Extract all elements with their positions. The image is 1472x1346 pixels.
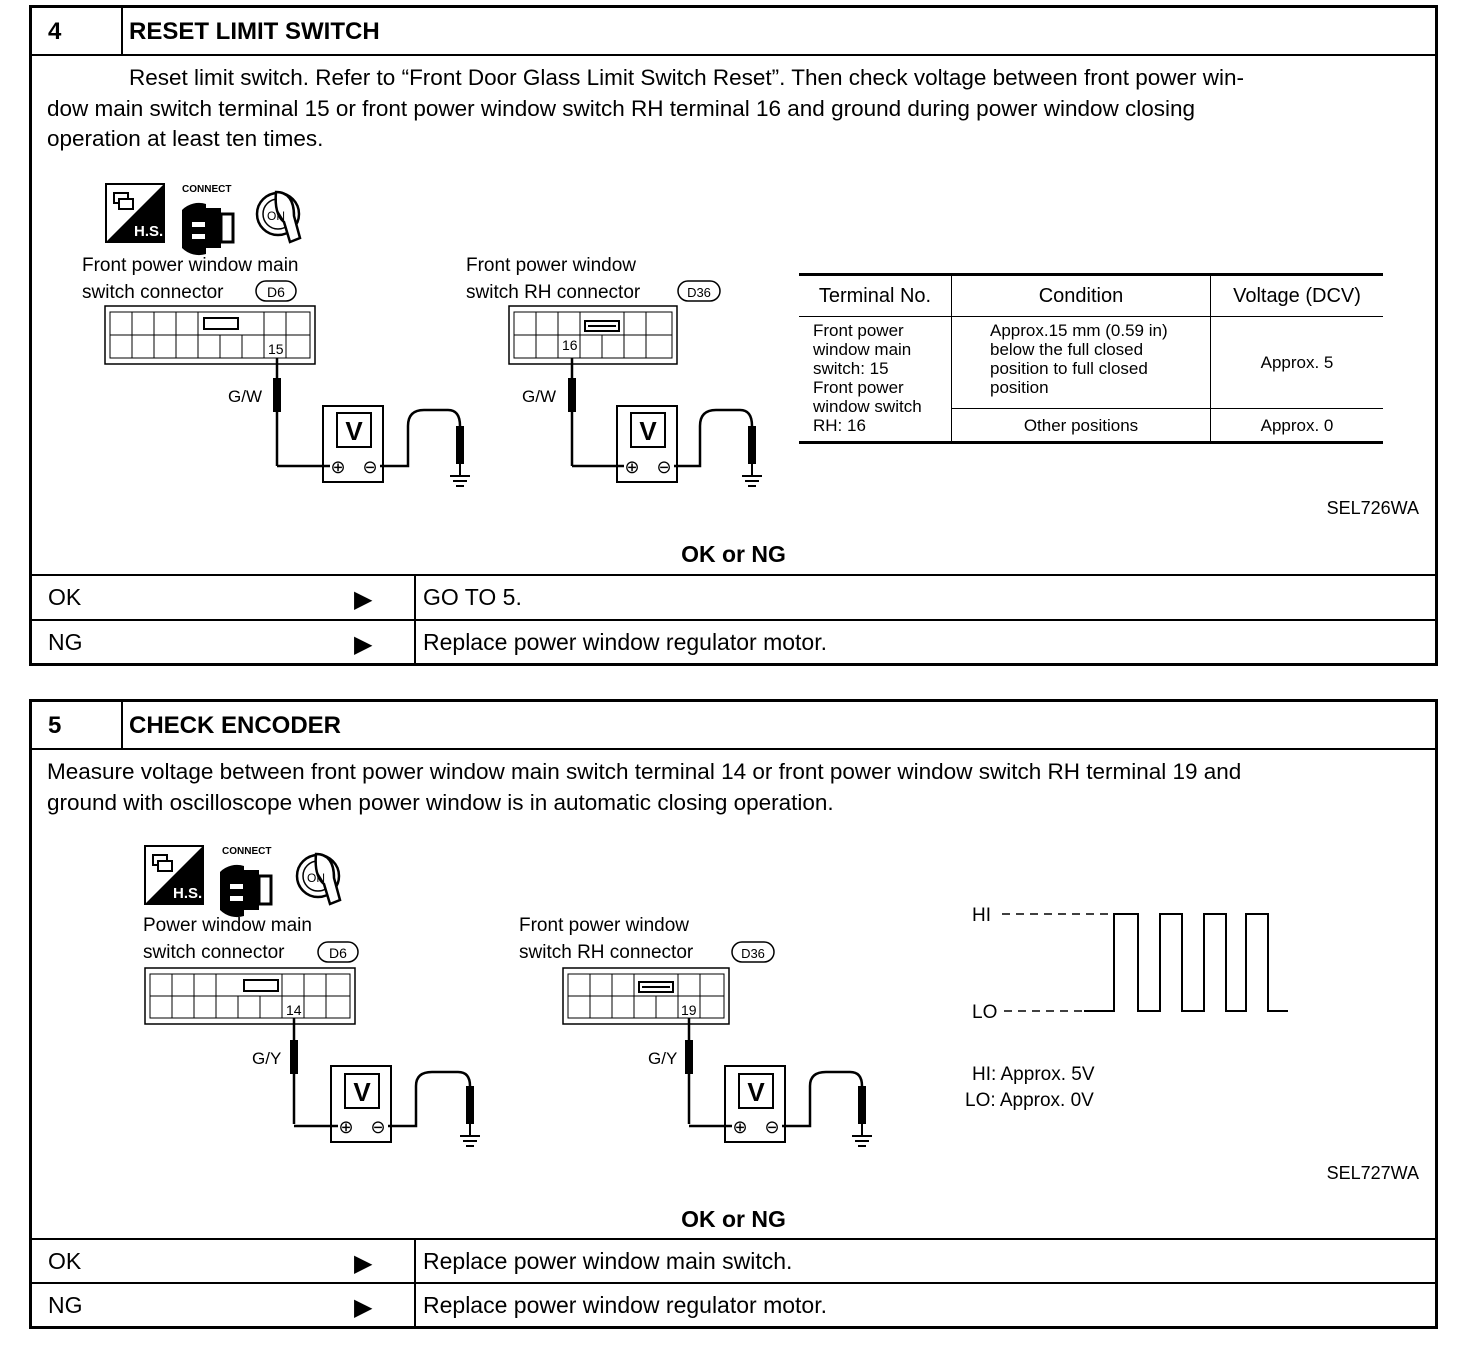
table-header: Condition — [952, 275, 1211, 317]
svg-text:⊕: ⊕ — [338, 1117, 354, 1137]
wire-color-label: G/Y — [648, 1049, 678, 1068]
svg-text:⊖: ⊖ — [764, 1117, 780, 1137]
terminal-number: 15 — [268, 341, 284, 357]
arrow-icon: ▶ — [354, 586, 373, 613]
result-label: NG — [48, 1292, 83, 1318]
rh-connector-label: Front power window — [466, 255, 637, 276]
step-5-block — [29, 699, 1438, 1329]
voltmeter — [617, 406, 677, 482]
svg-text:V: V — [639, 416, 657, 446]
main-connector — [145, 968, 355, 1024]
result-action: Replace power window regulator motor. — [423, 1292, 827, 1318]
step-4-block — [29, 5, 1438, 666]
hi-voltage-value: HI: Approx. 5V — [972, 1064, 1095, 1085]
main-connector — [105, 306, 315, 364]
lo-voltage-value: LO: Approx. 0V — [965, 1090, 1094, 1111]
connect-icon-label: CONNECT — [222, 846, 272, 857]
svg-text:⊕: ⊕ — [732, 1117, 748, 1137]
voltage-spec-table — [799, 273, 1383, 444]
main-connector-label: Power window main — [143, 915, 312, 936]
voltage-cell: Approx. 0 — [1211, 409, 1384, 443]
rh-connector — [509, 306, 677, 364]
main-connector-label: Front power window main — [82, 255, 299, 276]
instruction-line: dow main switch terminal 15 or front power window switch RH terminal 16 and ground during power window closing — [47, 95, 1196, 121]
condition-cell: Approx.15 mm (0.59 in) below the full closed position to full closed position — [952, 317, 1211, 409]
connector-code-badge: D6 — [267, 284, 285, 300]
harness-service-icon — [106, 184, 164, 242]
svg-text:⊖: ⊖ — [656, 457, 672, 477]
result-label: OK — [48, 584, 82, 610]
ok-or-ng-label: OK or NG — [681, 1206, 786, 1232]
rh-connector-label: Front power window — [519, 915, 690, 936]
terminal-number: 14 — [286, 1002, 302, 1018]
result-row-ok — [32, 574, 1435, 620]
result-action: Replace power window regulator motor. — [423, 629, 827, 655]
svg-text:⊖: ⊖ — [362, 457, 378, 477]
step-number: 4 — [48, 18, 62, 45]
ground-icon — [460, 1124, 480, 1146]
figure-id: SEL727WA — [1326, 1163, 1419, 1183]
table-header: Terminal No. — [799, 275, 952, 317]
step-title: CHECK ENCODER — [129, 712, 342, 739]
condition-cell: Other positions — [952, 409, 1211, 443]
voltmeter — [725, 1066, 785, 1142]
ground-icon — [852, 1124, 872, 1146]
svg-text:V: V — [345, 416, 363, 446]
main-connector-label: switch connector — [82, 282, 224, 303]
instruction-line: ground with oscilloscope when power window is in automatic closing operation. — [47, 789, 834, 815]
instruction-line: operation at least ten times. — [47, 126, 324, 151]
table-header: Voltage (DCV) — [1211, 275, 1384, 317]
wire-color-label: G/W — [522, 387, 556, 406]
connect-icon-label: CONNECT — [182, 184, 232, 195]
ground-icon — [450, 464, 470, 486]
terminal-number: 19 — [681, 1002, 697, 1018]
harness-service-icon — [145, 846, 203, 904]
result-label: NG — [48, 629, 83, 655]
wire-color-label: G/W — [228, 387, 262, 406]
svg-text:⊕: ⊕ — [330, 457, 346, 477]
result-action: GO TO 5. — [423, 584, 522, 610]
svg-text:H.S.: H.S. — [173, 885, 203, 902]
lo-level-label: LO — [972, 1002, 998, 1023]
voltage-cell: Approx. 5 — [1211, 317, 1384, 409]
svg-text:⊕: ⊕ — [624, 457, 640, 477]
ignition-key-icon — [297, 854, 340, 904]
connector-code-badge: D36 — [687, 285, 711, 300]
svg-text:ON: ON — [307, 871, 325, 885]
terminal-cell: Front power window main switch: 15 Front power window switch RH: 16 — [799, 317, 952, 443]
svg-text:⊖: ⊖ — [370, 1117, 386, 1137]
voltmeter — [323, 406, 383, 482]
arrow-icon: ▶ — [354, 1250, 373, 1277]
result-row-ng — [32, 1282, 1435, 1328]
svg-text:V: V — [353, 1077, 371, 1107]
figure-id: SEL726WA — [1326, 498, 1419, 518]
svg-text:ON: ON — [267, 209, 285, 223]
instruction-line: Measure voltage between front power window main switch terminal 14 or front power window switch RH terminal 19 and — [47, 759, 1242, 784]
result-row-ok — [32, 1238, 1435, 1284]
connector-code-badge: D36 — [741, 946, 765, 961]
result-label: OK — [48, 1248, 82, 1274]
step-title: RESET LIMIT SWITCH — [129, 18, 380, 45]
ok-or-ng-label: OK or NG — [681, 541, 786, 567]
step-number: 5 — [48, 712, 62, 739]
oscilloscope-waveform — [965, 905, 1288, 1111]
connect-plug-icon — [220, 865, 271, 917]
rh-connector-label: switch RH connector — [466, 282, 641, 303]
voltmeter — [331, 1066, 391, 1142]
wire-color-label: G/Y — [252, 1049, 282, 1068]
rh-connector — [563, 968, 729, 1024]
svg-text:H.S.: H.S. — [134, 223, 164, 240]
result-row-ng — [32, 619, 1435, 665]
main-connector-label: switch connector — [143, 942, 285, 963]
terminal-number: 16 — [562, 337, 578, 353]
arrow-icon: ▶ — [354, 631, 373, 658]
instruction-line: Reset limit switch. Refer to “Front Door Glass Limit Switch Reset”. Then check voltage between front power win- — [129, 65, 1245, 90]
arrow-icon: ▶ — [354, 1294, 373, 1321]
rh-connector-label: switch RH connector — [519, 942, 694, 963]
ignition-key-icon — [257, 192, 300, 242]
svg-text:V: V — [747, 1077, 765, 1107]
wiring-diagram — [32, 702, 1435, 1182]
connect-plug-icon — [182, 203, 233, 255]
hi-level-label: HI — [972, 905, 991, 926]
result-action: Replace power window main switch. — [423, 1248, 793, 1274]
ground-icon — [742, 464, 762, 486]
connector-code-badge: D6 — [329, 945, 347, 961]
